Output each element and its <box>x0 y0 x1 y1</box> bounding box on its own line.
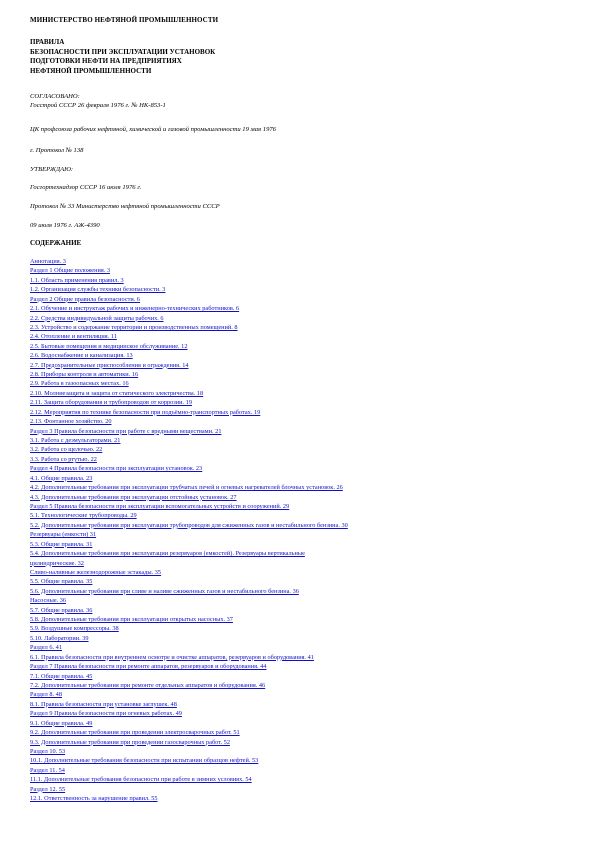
toc-link[interactable]: 1.1. Область применения правил. 3 <box>30 276 124 284</box>
title-line: ПРАВИЛА <box>30 38 65 46</box>
toc-link[interactable]: 2.7. Предохранительные приспособления и ограждения. 14 <box>30 361 189 369</box>
toc-link[interactable]: 2.2. Средства индивидуальной защиты рабочих. 6 <box>30 314 164 322</box>
toc-link[interactable]: 12.1. Ответственность за нарушение правил. 55 <box>30 795 158 803</box>
toc-link[interactable]: 5.1. Технологические трубопроводы. 29 <box>30 512 137 520</box>
toc-link[interactable]: 4.1. Общие правила. 23 <box>30 474 93 482</box>
toc-link[interactable]: 5.5. Общие правила. 35 <box>30 578 93 586</box>
toc-link[interactable]: Раздел 7 Правила безопасности при ремонте аппаратов, резервуаров и оборудования. 44 <box>30 663 267 671</box>
toc-link[interactable]: Раздел 4 Правила безопасности при эксплуатации установок. 23 <box>30 465 203 473</box>
union-line: ЦК профсоюза рабочих нефтяной, химической и газовой промышленности 19 мая 1976 <box>30 126 276 133</box>
toc-link[interactable]: 2.5. Бытовые помещения и медицинское обслуживание. 12 <box>30 342 188 350</box>
toc-link[interactable]: 7.1. Общие правила. 45 <box>30 672 93 680</box>
contents-title: СОДЕРЖАНИЕ <box>30 239 82 247</box>
gosgortech-line: Госгортехнадзор СССР 16 июля 1976 г. <box>30 184 142 191</box>
toc-link[interactable]: 5.4. Дополнительные требования при эксплуатации резервуаров (емкостей). Резервуары вертикальные <box>30 550 305 558</box>
toc-link[interactable]: Раздел 6. 41 <box>30 644 62 652</box>
toc-link[interactable]: 2.11. Защита оборудования и трубопроводов от коррозии. 19 <box>30 399 192 407</box>
agreed-line: Госстрой СССР 26 февраля 1976 г. № НК-853-1 <box>30 102 166 109</box>
toc-link[interactable]: Аннотация. 3 <box>30 258 66 265</box>
toc-link[interactable]: Раздел 10. 53 <box>30 747 66 755</box>
toc-link[interactable]: 3.1. Работа с деэмульгаторами. 21 <box>30 437 121 445</box>
toc-link[interactable]: 5.8. Дополнительные требования при эксплуатации открытых насосных. 37 <box>30 616 233 624</box>
toc-link[interactable]: 6.1. Правила безопасности при внутреннем осмотре и очистке аппаратов, резервуаров и оборудования. 41 <box>30 653 314 661</box>
agreed-label: СОГЛАСОВАНО: <box>30 93 80 100</box>
toc-link[interactable]: 2.10. Молниезащита и защита от статического электричества. 18 <box>30 389 204 397</box>
toc-link[interactable]: 2.4. Отопление и вентиляция. 11 <box>30 333 117 341</box>
toc-link[interactable]: Сливо-наливные железнодорожные эстакады. 35 <box>30 568 162 576</box>
toc-link[interactable]: Резервуары (емкости) 31 <box>30 531 97 539</box>
toc-link[interactable]: 4.2. Дополнительные требования при эксплуатации трубчатых печей и огневых нагревателей блочных установок. 26 <box>30 484 343 492</box>
toc-link[interactable]: 9.1. Общие правила. 49 <box>30 719 93 727</box>
toc-link[interactable]: Раздел 3 Правила безопасности при работе с вредными веществами. 21 <box>30 427 222 435</box>
title-line: НЕФТЯНОЙ ПРОМЫШЛЕННОСТИ <box>30 66 152 75</box>
toc-link[interactable]: 9.2. Дополнительные требования при проведении электросварочных работ. 51 <box>30 729 240 737</box>
toc-link[interactable]: 4.3. Дополнительные требования при эксплуатации отстойных установок. 27 <box>30 493 237 501</box>
toc-link[interactable]: Раздел 11. 54 <box>30 766 65 774</box>
toc-link[interactable]: 2.3. Устройство и содержание территории и производственных помещений. 8 <box>30 323 238 331</box>
toc-link[interactable]: 2.13. Фонтанное хозяйство. 20 <box>30 418 112 426</box>
toc-link[interactable]: 7.2. Дополнительные требования при ремонте отдельных аппаратов и оборудования. 46 <box>30 681 266 689</box>
toc-link[interactable]: 5.9. Воздушные компрессоры. 38 <box>30 625 119 633</box>
toc-link[interactable]: 3.2. Работа со щелочью. 22 <box>30 446 103 454</box>
toc-link[interactable]: 5.2. Дополнительные требования при эксплуатации трубопроводов для сжиженных газов и нестабильного бензина. 30 <box>30 521 348 529</box>
toc-link[interactable]: 5.7. Общие правила. 36 <box>30 606 93 614</box>
date-line: 09 июля 1976 г. АЖ-4390 <box>30 222 100 229</box>
toc-link[interactable]: 2.1. Обучение и инструктаж рабочих и инженерно-технических работников. 6 <box>30 305 240 313</box>
toc-link[interactable]: Раздел 5 Правила безопасности при эксплуатации вспомогательных устройств и сооружений. 29 <box>30 502 290 510</box>
protocol-line: г. Протокол № 138 <box>30 147 84 154</box>
toc-link[interactable]: 1.2. Организация службы техники безопасности. 3 <box>30 286 166 294</box>
toc-link[interactable]: 5.3. Общие правила. 31 <box>30 540 93 548</box>
toc-link[interactable]: Раздел 2 Общие правила безопасности. 6 <box>30 295 141 303</box>
toc-link[interactable]: Раздел 1 Общие положения. 3 <box>30 267 111 275</box>
toc-link[interactable]: 10.1. Дополнительные требования безопасности при испытании образцов нефтей. 53 <box>30 757 259 765</box>
toc-link[interactable]: Раздел 8. 48 <box>30 691 62 699</box>
toc-link[interactable]: Раздел 12. 55 <box>30 785 66 793</box>
toc-link[interactable]: 9.3. Дополнительные требования при проведении газосварочных работ. 52 <box>30 738 230 746</box>
document-title <box>30 38 570 76</box>
toc-link[interactable]: 2.6. Водоснабжение и канализация. 13 <box>30 352 133 360</box>
ministry-protocol-line: Протокол № 33 Министерство нефтяной промышленности СССР <box>30 203 220 210</box>
toc-link[interactable]: 11.1. Дополнительные требования безопасности при работе в зимних условиях. 54 <box>30 776 252 784</box>
toc-link[interactable]: 2.9. Работа в газоопасных местах. 16 <box>30 380 129 388</box>
toc-link[interactable]: цилиндрические. 32 <box>30 559 84 567</box>
ministry-name: МИНИСТЕРСТВО НЕФТЯНОЙ ПРОМЫШЛЕННОСТИ <box>30 16 219 24</box>
title-line: БЕЗОПАСНОСТИ ПРИ ЭКСПЛУАТАЦИИ УСТАНОВОК <box>30 47 216 56</box>
title-line: ПОДГОТОВКИ НЕФТИ НА ПРЕДПРИЯТИЯХ <box>30 57 182 66</box>
toc-link[interactable]: 8.1. Правила безопасности при установке заглушек. 48 <box>30 700 177 708</box>
toc-link[interactable]: 2.12. Мероприятия по технике безопасности при подъёмно-транспортных работах. 19 <box>30 408 261 416</box>
approve-label: УТВЕРЖДАЮ: <box>30 166 74 173</box>
toc-link[interactable]: 2.8. Приборы контроля и автоматики. 16 <box>30 371 139 379</box>
document-header <box>30 16 570 76</box>
toc-link[interactable]: 3.3. Работа со ртутью. 22 <box>30 455 97 463</box>
toc-link[interactable]: Раздел 9 Правила безопасности при огневых работах. 49 <box>30 710 182 718</box>
table-of-contents <box>30 257 570 803</box>
toc-link[interactable]: 5.10. Лаборатории. 39 <box>30 634 89 642</box>
agreed-block <box>30 92 570 110</box>
toc-link[interactable]: Насосные. 36 <box>30 597 67 605</box>
toc-link[interactable]: 5.6. Дополнительные требования при сливе и наливе сжиженных газов и нестабильного бензина. 36 <box>30 587 299 595</box>
